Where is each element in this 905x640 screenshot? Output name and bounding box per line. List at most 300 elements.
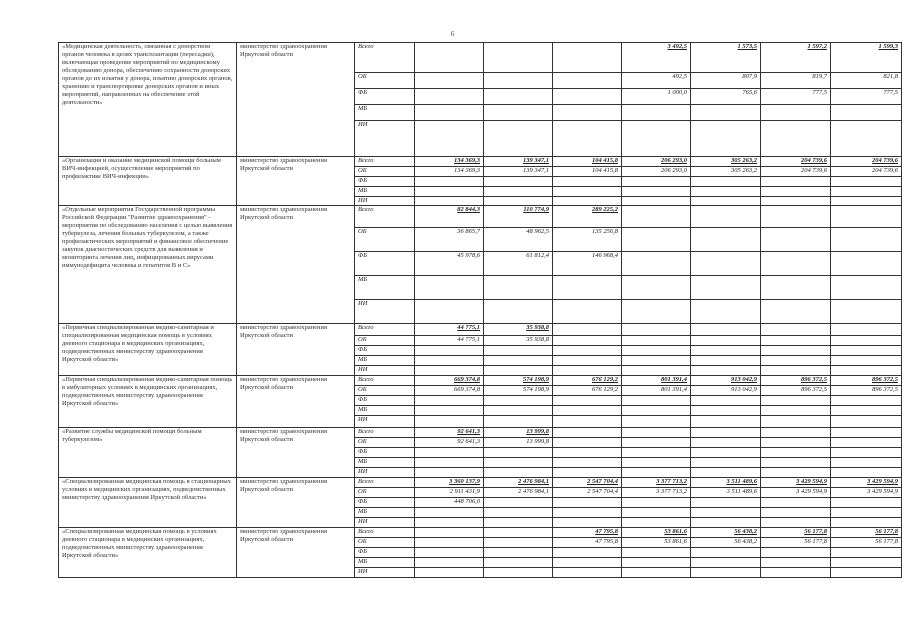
amount-cell (761, 558, 831, 568)
amount-cell (622, 498, 691, 508)
funding-source-cell: МБ (355, 356, 415, 366)
amount-cell (761, 438, 831, 448)
amount-cell (553, 324, 622, 336)
amount-cell: 204 739,6 (761, 167, 831, 177)
amount-cell (761, 206, 831, 228)
amount-cell (761, 518, 831, 528)
amount-cell (831, 252, 902, 276)
funding-source-cell: ИИ (355, 121, 415, 157)
amount-cell (761, 336, 831, 346)
amount-cell (622, 121, 691, 157)
amount-cell (761, 187, 831, 197)
amount-cell (761, 276, 831, 300)
amount-cell: 777,5 (831, 89, 902, 105)
amount-cell (553, 396, 622, 406)
amount-cell (691, 252, 761, 276)
amount-cell (553, 508, 622, 518)
amount-cell (415, 276, 484, 300)
amount-cell (415, 105, 484, 121)
amount-cell (553, 438, 622, 448)
amount-cell (484, 346, 553, 356)
amount-cell (831, 458, 902, 468)
amount-cell: 801 391,4 (622, 376, 691, 386)
amount-cell (831, 356, 902, 366)
funding-source-cell: ИИ (355, 197, 415, 206)
amount-cell (553, 458, 622, 468)
amount-cell: 139 347,1 (484, 167, 553, 177)
amount-cell (691, 336, 761, 346)
amount-cell (691, 458, 761, 468)
amount-cell (831, 548, 902, 558)
table-row (59, 478, 902, 488)
amount-cell (484, 508, 553, 518)
amount-cell: 3 429 594,9 (831, 478, 902, 488)
amount-cell (553, 43, 622, 73)
funding-source-cell: ОБ (355, 228, 415, 252)
amount-cell: 3 377 713,2 (622, 478, 691, 488)
amount-cell (415, 468, 484, 478)
amount-cell (553, 300, 622, 324)
amount-cell: 1 599,3 (831, 43, 902, 73)
amount-cell (691, 300, 761, 324)
funding-source-cell: Всего (355, 43, 415, 73)
amount-cell: 56 177,8 (761, 538, 831, 548)
amount-cell (622, 458, 691, 468)
amount-cell: 305 263,2 (691, 157, 761, 167)
amount-cell: 206 293,0 (622, 157, 691, 167)
amount-cell (691, 121, 761, 157)
amount-cell (691, 177, 761, 187)
funding-source-cell: ИИ (355, 300, 415, 324)
executor-cell: министерство здравоохранения Иркутской области (237, 376, 355, 428)
amount-cell (553, 366, 622, 376)
table-row (59, 428, 902, 438)
amount-cell (415, 177, 484, 187)
amount-cell: 913 042,9 (691, 376, 761, 386)
amount-cell (622, 396, 691, 406)
amount-cell (484, 416, 553, 428)
amount-cell: 448 706,0 (415, 498, 484, 508)
executor-cell: министерство здравоохранения Иркутской области (237, 43, 355, 157)
amount-cell (622, 548, 691, 558)
amount-cell: 1 000,0 (622, 89, 691, 105)
amount-cell (831, 187, 902, 197)
amount-cell: 35 938,8 (484, 336, 553, 346)
amount-cell (691, 406, 761, 416)
amount-cell: 204 739,6 (831, 157, 902, 167)
amount-cell (761, 568, 831, 578)
amount-cell (553, 548, 622, 558)
amount-cell (415, 43, 484, 73)
amount-cell: 896 372,5 (831, 376, 902, 386)
amount-cell (484, 498, 553, 508)
amount-cell (831, 105, 902, 121)
amount-cell (622, 252, 691, 276)
amount-cell: 896 372,5 (761, 376, 831, 386)
amount-cell (622, 346, 691, 356)
amount-cell (415, 197, 484, 206)
event-name-cell: «Первичная специализированная медико-санитарная и специализированная медицинская помощь в условиях дневного стационара в медицинских организациях, подведомственных министерству здравоохранения Иркутской области» (59, 324, 237, 376)
amount-cell: 56 177,8 (761, 528, 831, 538)
amount-cell (484, 468, 553, 478)
amount-cell: 56 177,8 (831, 528, 902, 538)
amount-cell: 110 774,9 (484, 206, 553, 228)
funding-source-cell: ИИ (355, 366, 415, 376)
amount-cell (484, 548, 553, 558)
amount-cell (553, 105, 622, 121)
amount-cell (415, 121, 484, 157)
amount-cell: 47 795,8 (553, 528, 622, 538)
amount-cell: 206 293,0 (622, 167, 691, 177)
amount-cell (415, 518, 484, 528)
funding-source-cell: МБ (355, 276, 415, 300)
amount-cell (831, 498, 902, 508)
amount-cell: 36 865,7 (415, 228, 484, 252)
amount-cell: 104 415,8 (553, 167, 622, 177)
event-name-cell: «Специализированная медицинская помощь в стационарных условиях в медицинских организациях, подведомственных министерству здравоохранения Иркутской области» (59, 478, 237, 528)
amount-cell (622, 324, 691, 336)
funding-source-cell: МБ (355, 105, 415, 121)
amount-cell (415, 508, 484, 518)
amount-cell (831, 177, 902, 187)
funding-source-cell: ФБ (355, 252, 415, 276)
amount-cell (415, 396, 484, 406)
amount-cell: 289 225,2 (553, 206, 622, 228)
amount-cell (691, 548, 761, 558)
amount-cell (831, 468, 902, 478)
amount-cell: 3 511 489,6 (691, 478, 761, 488)
amount-cell (622, 300, 691, 324)
amount-cell (484, 538, 553, 548)
event-name-cell: «Первичная специализированная медико-санитарная помощь в амбулаторных условиях в медицинских организациях, подведомственных министерству здравоохранения Иркутской области» (59, 376, 237, 428)
amount-cell (691, 498, 761, 508)
amount-cell (553, 468, 622, 478)
amount-cell (831, 206, 902, 228)
funding-source-cell: ОБ (355, 73, 415, 89)
amount-cell: 48 962,5 (484, 228, 553, 252)
funding-source-cell: МБ (355, 558, 415, 568)
amount-cell (831, 300, 902, 324)
amount-cell: 3 511 489,6 (691, 488, 761, 498)
amount-cell (622, 438, 691, 448)
amount-cell (553, 187, 622, 197)
amount-cell (831, 336, 902, 346)
amount-cell (691, 324, 761, 336)
amount-cell (484, 528, 553, 538)
amount-cell: 92 641,3 (415, 438, 484, 448)
amount-cell (484, 276, 553, 300)
amount-cell (761, 346, 831, 356)
funding-source-cell: Всего (355, 528, 415, 538)
amount-cell (691, 206, 761, 228)
amount-cell (761, 177, 831, 187)
amount-cell: 305 263,2 (691, 167, 761, 177)
amount-cell (415, 538, 484, 548)
amount-cell (484, 448, 553, 458)
amount-cell: 61 812,4 (484, 252, 553, 276)
amount-cell: 104 415,8 (553, 157, 622, 167)
executor-cell: министерство здравоохранения Иркутской области (237, 428, 355, 478)
amount-cell: 896 372,5 (831, 386, 902, 396)
amount-cell: 134 369,3 (415, 167, 484, 177)
amount-cell (691, 448, 761, 458)
amount-cell (622, 197, 691, 206)
amount-cell (553, 197, 622, 206)
amount-cell (415, 558, 484, 568)
amount-cell: 204 739,6 (761, 157, 831, 167)
amount-cell: 139 347,1 (484, 157, 553, 167)
amount-cell (622, 406, 691, 416)
amount-cell: 2 476 984,1 (484, 488, 553, 498)
amount-cell (553, 498, 622, 508)
amount-cell (415, 187, 484, 197)
amount-cell (761, 300, 831, 324)
funding-source-cell: ОБ (355, 336, 415, 346)
amount-cell (622, 448, 691, 458)
amount-cell (761, 416, 831, 428)
event-name-cell: «Развитие службы медицинской помощи больным туберкулезом» (59, 428, 237, 478)
amount-cell (484, 366, 553, 376)
amount-cell (415, 406, 484, 416)
amount-cell (761, 508, 831, 518)
amount-cell: 2 547 704,4 (553, 478, 622, 488)
amount-cell (831, 428, 902, 438)
amount-cell (691, 568, 761, 578)
amount-cell: 92 641,3 (415, 428, 484, 438)
amount-cell (484, 406, 553, 416)
amount-cell: 53 861,6 (622, 528, 691, 538)
amount-cell (553, 336, 622, 346)
budget-table (58, 42, 902, 578)
funding-source-cell: ИИ (355, 416, 415, 428)
funding-source-cell: ИИ (355, 468, 415, 478)
amount-cell (484, 396, 553, 406)
funding-source-cell: ОБ (355, 488, 415, 498)
amount-cell (691, 518, 761, 528)
amount-cell (553, 346, 622, 356)
amount-cell (622, 508, 691, 518)
amount-cell (415, 448, 484, 458)
amount-cell: 1 573,5 (691, 43, 761, 73)
table-row (59, 206, 902, 228)
amount-cell: 913 042,9 (691, 386, 761, 396)
amount-cell (831, 346, 902, 356)
funding-source-cell: ФБ (355, 346, 415, 356)
amount-cell: 669 374,8 (415, 386, 484, 396)
amount-cell (831, 406, 902, 416)
amount-cell (831, 396, 902, 406)
amount-cell (553, 89, 622, 105)
amount-cell (691, 197, 761, 206)
amount-cell (484, 187, 553, 197)
amount-cell: 819,7 (761, 73, 831, 89)
funding-source-cell: ОБ (355, 386, 415, 396)
amount-cell (415, 346, 484, 356)
amount-cell (484, 121, 553, 157)
amount-cell (622, 336, 691, 346)
amount-cell (691, 396, 761, 406)
amount-cell (831, 197, 902, 206)
amount-cell: 676 129,2 (553, 386, 622, 396)
amount-cell: 3 429 594,9 (831, 488, 902, 498)
amount-cell (415, 300, 484, 324)
amount-cell (622, 518, 691, 528)
amount-cell: 44 775,1 (415, 324, 484, 336)
amount-cell (415, 458, 484, 468)
amount-cell (831, 228, 902, 252)
amount-cell: 53 861,6 (622, 538, 691, 548)
amount-cell: 2 911 431,9 (415, 488, 484, 498)
amount-cell (484, 89, 553, 105)
amount-cell (415, 73, 484, 89)
amount-cell (553, 356, 622, 366)
amount-cell (761, 252, 831, 276)
amount-cell: 3 429 594,9 (761, 488, 831, 498)
amount-cell (761, 197, 831, 206)
amount-cell (761, 448, 831, 458)
amount-cell (553, 121, 622, 157)
amount-cell (761, 105, 831, 121)
amount-cell: 35 938,8 (484, 324, 553, 336)
funding-source-cell: МБ (355, 458, 415, 468)
amount-cell: 2 547 704,4 (553, 488, 622, 498)
table-row (59, 43, 902, 73)
amount-cell (761, 228, 831, 252)
amount-cell (415, 416, 484, 428)
amount-cell (415, 548, 484, 558)
amount-cell: 821,8 (831, 73, 902, 89)
amount-cell (484, 558, 553, 568)
amount-cell (622, 428, 691, 438)
amount-cell: 896 372,5 (761, 386, 831, 396)
executor-cell: министерство здравоохранения Иркутской области (237, 528, 355, 578)
amount-cell: 765,6 (691, 89, 761, 105)
table-row (59, 157, 902, 167)
funding-source-cell: МБ (355, 187, 415, 197)
executor-cell: министерство здравоохранения Иркутской области (237, 157, 355, 206)
amount-cell (831, 508, 902, 518)
amount-cell: 45 978,6 (415, 252, 484, 276)
amount-cell (553, 406, 622, 416)
executor-cell: министерство здравоохранения Иркутской области (237, 324, 355, 376)
amount-cell (553, 518, 622, 528)
amount-cell (831, 324, 902, 336)
amount-cell (831, 448, 902, 458)
amount-cell: 82 844,3 (415, 206, 484, 228)
amount-cell (622, 276, 691, 300)
amount-cell (831, 558, 902, 568)
amount-cell: 574 198,9 (484, 386, 553, 396)
page-number: 6 (450, 30, 455, 38)
amount-cell (484, 458, 553, 468)
amount-cell (415, 568, 484, 578)
amount-cell (622, 177, 691, 187)
funding-source-cell: ФБ (355, 448, 415, 458)
amount-cell: 492,5 (622, 73, 691, 89)
amount-cell (831, 276, 902, 300)
funding-source-cell: Всего (355, 478, 415, 488)
amount-cell (622, 105, 691, 121)
amount-cell (691, 187, 761, 197)
amount-cell (691, 356, 761, 366)
amount-cell (553, 73, 622, 89)
amount-cell (553, 558, 622, 568)
amount-cell: 574 198,9 (484, 376, 553, 386)
amount-cell (553, 177, 622, 187)
amount-cell: 3 492,5 (622, 43, 691, 73)
amount-cell (622, 366, 691, 376)
amount-cell (415, 366, 484, 376)
amount-cell (831, 366, 902, 376)
funding-source-cell: ФБ (355, 177, 415, 187)
amount-cell (761, 498, 831, 508)
amount-cell (622, 416, 691, 428)
amount-cell (691, 346, 761, 356)
amount-cell: 3 429 594,9 (761, 478, 831, 488)
amount-cell (691, 416, 761, 428)
amount-cell (484, 177, 553, 187)
amount-cell (553, 416, 622, 428)
table-row (59, 528, 902, 538)
amount-cell: 3 377 713,2 (622, 488, 691, 498)
amount-cell (691, 428, 761, 438)
amount-cell: 1 597,2 (761, 43, 831, 73)
amount-cell (415, 89, 484, 105)
amount-cell (761, 428, 831, 438)
amount-cell (761, 396, 831, 406)
amount-cell (622, 558, 691, 568)
amount-cell (484, 568, 553, 578)
amount-cell: 47 795,8 (553, 538, 622, 548)
amount-cell: 146 968,4 (553, 252, 622, 276)
amount-cell (622, 468, 691, 478)
amount-cell (691, 366, 761, 376)
amount-cell (622, 568, 691, 578)
funding-source-cell: ФБ (355, 498, 415, 508)
amount-cell: 676 129,2 (553, 376, 622, 386)
amount-cell: 3 360 137,9 (415, 478, 484, 488)
amount-cell (831, 438, 902, 448)
amount-cell (484, 73, 553, 89)
amount-cell (761, 458, 831, 468)
amount-cell (484, 356, 553, 366)
amount-cell: 134 369,3 (415, 157, 484, 167)
amount-cell (622, 187, 691, 197)
amount-cell: 44 775,1 (415, 336, 484, 346)
amount-cell: 807,9 (691, 73, 761, 89)
amount-cell (831, 416, 902, 428)
amount-cell (831, 568, 902, 578)
amount-cell (622, 228, 691, 252)
funding-source-cell: Всего (355, 324, 415, 336)
funding-source-cell: Всего (355, 376, 415, 386)
amount-cell: 801 391,4 (622, 386, 691, 396)
funding-source-cell: ОБ (355, 167, 415, 177)
table-row (59, 324, 902, 336)
funding-source-cell: ФБ (355, 396, 415, 406)
amount-cell (484, 518, 553, 528)
funding-source-cell: МБ (355, 406, 415, 416)
amount-cell (761, 548, 831, 558)
table-row (59, 376, 902, 386)
amount-cell (622, 206, 691, 228)
funding-source-cell: ИИ (355, 568, 415, 578)
executor-cell: министерство здравоохранения Иркутской области (237, 478, 355, 528)
amount-cell (553, 448, 622, 458)
funding-source-cell: Всего (355, 206, 415, 228)
amount-cell: 13 999,8 (484, 438, 553, 448)
amount-cell (415, 356, 484, 366)
